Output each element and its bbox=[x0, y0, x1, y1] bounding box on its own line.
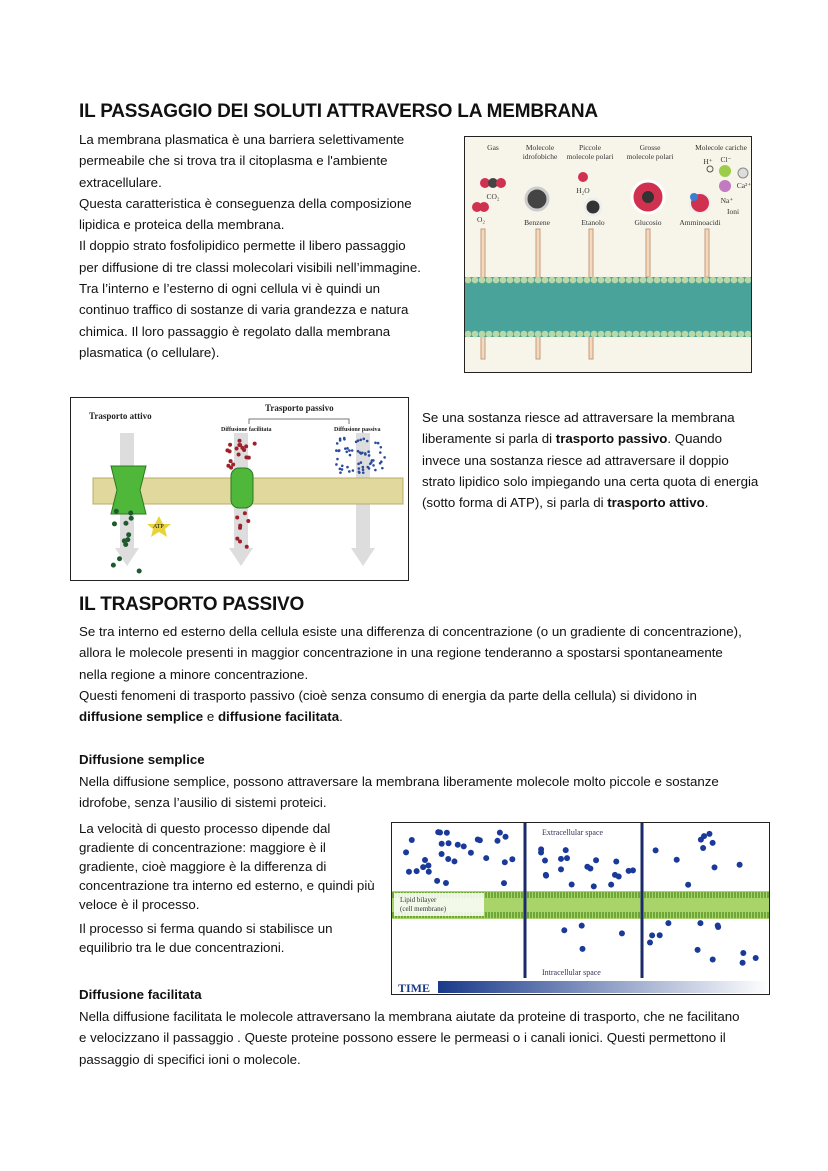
lipid-head bbox=[710, 331, 717, 338]
molecule bbox=[420, 864, 426, 870]
molecule bbox=[630, 867, 636, 873]
molecule-dot bbox=[336, 442, 339, 445]
molecule-dot bbox=[128, 510, 133, 515]
svg-text:Glucosio: Glucosio bbox=[634, 218, 662, 227]
molecule bbox=[502, 859, 508, 865]
molecule bbox=[558, 856, 564, 862]
molecule-dot bbox=[362, 466, 365, 469]
lipid-head bbox=[626, 331, 633, 338]
molecule-dot bbox=[246, 519, 250, 523]
molecule bbox=[444, 830, 450, 836]
svg-text:Ioni: Ioni bbox=[726, 207, 740, 216]
molecule bbox=[584, 864, 590, 870]
molecule bbox=[740, 950, 746, 956]
lipid-head bbox=[549, 331, 556, 338]
molecule-dot bbox=[377, 442, 380, 445]
molecule-dot bbox=[344, 447, 347, 450]
molecule-dot bbox=[379, 462, 382, 465]
lipid-head bbox=[717, 277, 724, 284]
molecule-dot bbox=[126, 532, 131, 537]
molecule-dot bbox=[125, 537, 130, 542]
lipid-head bbox=[605, 331, 612, 338]
molecule bbox=[710, 840, 716, 846]
molecule bbox=[579, 946, 585, 952]
lipid-head bbox=[724, 331, 731, 338]
lipid-head bbox=[577, 331, 584, 338]
molecule-dot bbox=[362, 471, 365, 474]
lipid-head bbox=[675, 331, 682, 338]
svg-text:Amminoacidi: Amminoacidi bbox=[679, 218, 721, 227]
svg-text:CO₂: CO₂ bbox=[486, 192, 500, 201]
molecule bbox=[437, 830, 443, 836]
svg-text:molecole polari: molecole polari bbox=[626, 152, 674, 161]
lipid-head bbox=[731, 277, 738, 284]
svg-text:Trasporto passivo: Trasporto passivo bbox=[265, 403, 334, 413]
molecule bbox=[455, 842, 461, 848]
molecule-dot bbox=[339, 471, 342, 474]
svg-text:Etanolo: Etanolo bbox=[581, 218, 605, 227]
molecule bbox=[591, 883, 597, 889]
molecule bbox=[564, 855, 570, 861]
molecule bbox=[616, 873, 622, 879]
svg-text:molecole polari: molecole polari bbox=[566, 152, 614, 161]
lipid-head bbox=[514, 331, 521, 338]
intro-line: per diffusione di tre classi molecolari visibili nell’immagine. bbox=[79, 259, 421, 275]
svg-text:Diffusione facilitata: Diffusione facilitata bbox=[221, 427, 272, 433]
molecule bbox=[685, 882, 691, 888]
lipid-head bbox=[465, 277, 471, 284]
lipid-head bbox=[745, 331, 751, 338]
molecule bbox=[414, 868, 420, 874]
molecule-dot bbox=[111, 563, 116, 568]
lipid-head bbox=[682, 277, 689, 284]
molecule-dot bbox=[367, 450, 370, 453]
molecule-dot bbox=[358, 467, 361, 470]
lipid-head bbox=[556, 331, 563, 338]
lipid-head bbox=[577, 277, 584, 284]
molecule-dot bbox=[238, 439, 242, 443]
molecule-dot bbox=[346, 466, 349, 469]
molecule bbox=[406, 869, 412, 875]
lipid-head bbox=[661, 331, 668, 338]
lipid-head bbox=[542, 277, 549, 284]
molecule-dot bbox=[349, 454, 352, 457]
subheading: Diffusione facilitata bbox=[79, 987, 202, 1002]
intro-paragraph bbox=[79, 129, 459, 363]
molecule bbox=[608, 882, 614, 888]
section-title: IL PASSAGGIO DEI SOLUTI ATTRAVERSO LA MEMBRANA bbox=[79, 101, 598, 122]
molecule-dot bbox=[372, 464, 375, 467]
molecule-dot bbox=[343, 437, 346, 440]
paragraph: Il processo si ferma quando si stabilisce un equilibrio tra le due concentrazioni. bbox=[79, 921, 333, 955]
molecule-dot bbox=[244, 455, 248, 459]
molecule-dot bbox=[244, 444, 248, 448]
lipid-head bbox=[479, 331, 486, 338]
molecule-dot bbox=[362, 468, 365, 471]
lipid-head bbox=[563, 277, 570, 284]
molecule bbox=[674, 857, 680, 863]
lipid-head bbox=[640, 331, 647, 338]
intro-line: lipidica e proteica della membrana. bbox=[79, 217, 285, 233]
lipid-head bbox=[710, 277, 717, 284]
molecule-dot bbox=[225, 448, 229, 452]
molecule-dot bbox=[228, 443, 232, 447]
molecule-dot bbox=[357, 463, 360, 466]
molecule-dot bbox=[381, 467, 384, 470]
svg-text:O₂: O₂ bbox=[476, 215, 486, 224]
molecule-dot bbox=[226, 464, 230, 468]
lipid-head bbox=[661, 277, 668, 284]
transport-types-figure bbox=[70, 397, 409, 581]
intro-line: Il doppio strato fosfolipidico permette il libero passaggio bbox=[79, 238, 406, 254]
molecule bbox=[665, 920, 671, 926]
intro-line: continuo traffico di sostanze di varia grandezza e natura bbox=[79, 302, 409, 318]
molecule bbox=[740, 960, 746, 966]
molecule bbox=[451, 858, 457, 864]
molecule bbox=[461, 843, 467, 849]
lipid-head bbox=[647, 277, 654, 284]
molecule bbox=[538, 846, 544, 852]
molecule bbox=[712, 864, 718, 870]
molecule-dot bbox=[346, 447, 349, 450]
molecule bbox=[494, 838, 500, 844]
molecule bbox=[613, 859, 619, 865]
molecule-dot bbox=[348, 470, 351, 473]
molecule-dot bbox=[357, 439, 360, 442]
lipid-head bbox=[668, 331, 675, 338]
molecule bbox=[497, 830, 503, 836]
lipid-head bbox=[682, 331, 689, 338]
svg-text:Extracellular space: Extracellular space bbox=[542, 828, 604, 837]
svg-text:TIME: TIME bbox=[398, 981, 431, 994]
svg-text:Benzene: Benzene bbox=[524, 218, 550, 227]
molecule-dot bbox=[360, 461, 363, 464]
svg-text:Lipid bilayer: Lipid bilayer bbox=[400, 896, 437, 904]
lipid-head bbox=[549, 277, 556, 284]
molecule bbox=[483, 855, 489, 861]
lipid-head bbox=[563, 331, 570, 338]
molecule bbox=[697, 920, 703, 926]
col-label: Molecole bbox=[525, 143, 555, 152]
molecule-dot bbox=[362, 438, 365, 441]
molecule bbox=[737, 862, 743, 868]
svg-text:H₂O: H₂O bbox=[576, 186, 590, 195]
molecule-dot bbox=[357, 450, 360, 453]
molecule-dot bbox=[137, 569, 142, 574]
lipid-head bbox=[556, 277, 563, 284]
lipid-head bbox=[738, 331, 745, 338]
lipid-head bbox=[605, 277, 612, 284]
svg-text:Piccole: Piccole bbox=[578, 143, 602, 152]
lipid-head bbox=[528, 331, 535, 338]
molecule bbox=[543, 872, 549, 878]
intro-line: extracellulare. bbox=[79, 174, 162, 190]
lipid-head bbox=[479, 277, 486, 284]
molecule bbox=[501, 880, 507, 886]
molecule-dot bbox=[229, 459, 233, 463]
molecule bbox=[425, 863, 431, 869]
molecule bbox=[443, 880, 449, 886]
lipid-head bbox=[619, 331, 626, 338]
molecule bbox=[445, 856, 451, 862]
lipid-head bbox=[633, 331, 640, 338]
molecule-dot bbox=[335, 463, 338, 466]
molecule-dot bbox=[339, 439, 342, 442]
lipid-head bbox=[591, 331, 598, 338]
molecule bbox=[434, 878, 440, 884]
intro-line: permeabile che si trova tra il citoplasma e l'ambiente bbox=[79, 153, 388, 169]
lipid-head bbox=[626, 277, 633, 284]
lipid-head bbox=[668, 277, 675, 284]
lipid-head bbox=[731, 331, 738, 338]
lipid-head bbox=[465, 331, 471, 338]
molecule bbox=[439, 851, 445, 857]
lipid-head bbox=[696, 331, 703, 338]
section-title: IL TRASPORTO PASSIVO bbox=[79, 594, 305, 615]
molecule-dot bbox=[117, 556, 122, 561]
membrane-permeability-figure bbox=[464, 136, 752, 373]
molecule bbox=[653, 847, 659, 853]
molecule-dot bbox=[253, 442, 257, 446]
svg-text:Cl⁻: Cl⁻ bbox=[720, 155, 732, 164]
lipid-head bbox=[500, 331, 507, 338]
molecule-dot bbox=[112, 521, 117, 526]
molecule-dot bbox=[238, 443, 242, 447]
lipid-head bbox=[703, 277, 710, 284]
lipid-head bbox=[647, 331, 654, 338]
paragraph: Nella diffusione semplice, possono attraversare la membrana liberamente molecole molto piccole e sostanze idrofobe, senza l’ausilio di sistemi proteici. bbox=[79, 774, 719, 811]
svg-text:idrofobiche: idrofobiche bbox=[522, 152, 558, 161]
molecule-dot bbox=[345, 450, 348, 453]
svg-text:Grosse: Grosse bbox=[639, 143, 661, 152]
molecule bbox=[558, 866, 564, 872]
lipid-head bbox=[570, 277, 577, 284]
molecule bbox=[649, 932, 655, 938]
lipid-head bbox=[514, 277, 521, 284]
lipid-head bbox=[703, 331, 710, 338]
molecule bbox=[403, 849, 409, 855]
lipid-head bbox=[521, 331, 528, 338]
molecule bbox=[579, 923, 585, 929]
molecule-dot bbox=[245, 545, 249, 549]
molecule bbox=[695, 947, 701, 953]
molecule bbox=[422, 857, 428, 863]
svg-text:Ca²⁺: Ca²⁺ bbox=[736, 181, 751, 190]
subheading: Diffusione semplice bbox=[79, 752, 205, 767]
lipid-head bbox=[689, 331, 696, 338]
molecule-dot bbox=[348, 449, 351, 452]
svg-text:H⁺: H⁺ bbox=[703, 157, 713, 166]
molecule-dot bbox=[231, 463, 235, 467]
lipid-head bbox=[598, 277, 605, 284]
molecule bbox=[647, 939, 653, 945]
lipid-head bbox=[570, 331, 577, 338]
paragraph: La velocità di questo processo dipende dal gradiente di concentrazione: maggiore è il gradiente, cioè maggiore è la differenza di concentrazione tra interno ed esterno, e quindi più veloce è il processo. bbox=[79, 821, 375, 912]
lipid-head bbox=[535, 331, 542, 338]
molecule-dot bbox=[237, 453, 241, 457]
lipid-head bbox=[717, 331, 724, 338]
transport-explanation: Se una sostanza riesce ad attraversare la membrana liberamente si parla di trasporto passivo. Quando invece una sostanza riesce ad attraversare il doppio strato lipidico solo impiegando una certa quota di energia (sotto forma di ATP), si parla di trasporto attivo. bbox=[422, 410, 759, 511]
molecule bbox=[657, 932, 663, 938]
molecule bbox=[700, 845, 706, 851]
lipid-head bbox=[745, 277, 751, 284]
molecule-dot bbox=[341, 468, 344, 471]
svg-text:Intracellular space: Intracellular space bbox=[542, 968, 601, 977]
paragraph: Nella diffusione facilitata le molecole attraversano la membrana aiutate da proteine di trasporto, che ne facilitano e velocizzano il passaggio . Queste proteine possono essere le permeasi o i canali ionici. Questi permettono il passaggio di specifici ioni o molecole. bbox=[79, 1009, 740, 1067]
intro-line: Questa caratteristica è conseguenza della composizione bbox=[79, 195, 412, 211]
lipid-head bbox=[486, 277, 493, 284]
paragraph: Questi fenomeni di trasporto passivo (cioè senza consumo di energia da parte della cellula) si dividono in diffusione semplice e diffusione facilitata. bbox=[79, 688, 697, 725]
col-label: Gas bbox=[487, 143, 499, 152]
lipid-head bbox=[493, 277, 500, 284]
intro-line: plasmatica (o cellulare). bbox=[79, 344, 220, 360]
simple-diffusion-figure bbox=[391, 822, 770, 995]
lipid-head bbox=[584, 331, 591, 338]
lipid-head bbox=[654, 331, 661, 338]
lipid-head bbox=[486, 331, 493, 338]
intro-line: chimica. Il loro passaggio è regolato dalla membrana bbox=[79, 323, 391, 339]
molecule-dot bbox=[129, 516, 134, 521]
lipid-head bbox=[598, 331, 605, 338]
lipid-head bbox=[675, 277, 682, 284]
lipid-head bbox=[724, 277, 731, 284]
paragraph: Se tra interno ed esterno della cellula esiste una differenza di concentrazione (o un gradiente di concentrazione), allora le molecole presenti in maggior concentrazione in una regione tenderanno a spostarsi spontaneamente nella regione a minore concentrazione. bbox=[79, 624, 742, 682]
lipid-head bbox=[521, 277, 528, 284]
lipid-head bbox=[591, 277, 598, 284]
molecule-dot bbox=[114, 509, 119, 514]
svg-text:Molecole cariche: Molecole cariche bbox=[695, 143, 747, 152]
molecule bbox=[468, 850, 474, 856]
molecule bbox=[509, 856, 515, 862]
lipid-head bbox=[640, 277, 647, 284]
lipid-head bbox=[738, 277, 745, 284]
lipid-head bbox=[689, 277, 696, 284]
molecule-dot bbox=[374, 469, 377, 472]
molecule bbox=[619, 930, 625, 936]
lipid-head bbox=[535, 277, 542, 284]
molecule-dot bbox=[379, 451, 382, 454]
svg-text:(cell membrane): (cell membrane) bbox=[400, 905, 447, 913]
lipid-head bbox=[619, 277, 626, 284]
molecule bbox=[753, 955, 759, 961]
lipid-head bbox=[472, 277, 479, 284]
lipid-head bbox=[528, 277, 535, 284]
lipid-head bbox=[507, 331, 514, 338]
molecule-dot bbox=[351, 449, 354, 452]
molecule-dot bbox=[374, 441, 377, 444]
molecule-dot bbox=[238, 524, 242, 528]
svg-text:Diffusione passiva: Diffusione passiva bbox=[334, 427, 381, 433]
molecule-dot bbox=[366, 466, 369, 469]
molecule-dot bbox=[366, 440, 369, 443]
intro-line: Tra l’interno e l’esterno di ogni cellula vi è quindi un bbox=[79, 281, 381, 297]
molecule-dot bbox=[383, 456, 386, 459]
svg-text:Trasporto attivo: Trasporto attivo bbox=[89, 411, 152, 421]
molecule-dot bbox=[337, 450, 340, 453]
molecule-dot bbox=[336, 458, 339, 461]
lipid-head bbox=[584, 277, 591, 284]
molecule-dot bbox=[359, 439, 362, 442]
molecule bbox=[426, 869, 432, 875]
lipid-head bbox=[472, 331, 479, 338]
lipid-head bbox=[507, 277, 514, 284]
molecule bbox=[706, 831, 712, 837]
molecule-dot bbox=[364, 453, 367, 456]
molecule bbox=[542, 858, 548, 864]
molecule-dot bbox=[243, 511, 247, 515]
svg-text:ATP: ATP bbox=[153, 524, 164, 530]
lipid-head bbox=[696, 277, 703, 284]
molecule-dot bbox=[368, 454, 371, 457]
molecule bbox=[593, 857, 599, 863]
molecule-dot bbox=[358, 471, 361, 474]
lipid-head bbox=[633, 277, 640, 284]
molecule bbox=[503, 834, 509, 840]
molecule bbox=[701, 833, 707, 839]
molecule-dot bbox=[341, 464, 344, 467]
molecule bbox=[439, 841, 445, 847]
molecule-dot bbox=[335, 449, 338, 452]
molecule-dot bbox=[360, 452, 363, 455]
molecule bbox=[710, 957, 716, 963]
molecule bbox=[409, 837, 415, 843]
intro-line: La membrana plasmatica è una barriera selettivamente bbox=[79, 132, 405, 147]
molecule-dot bbox=[242, 448, 246, 452]
molecule-dot bbox=[352, 469, 355, 472]
molecule bbox=[561, 927, 567, 933]
lipid-head bbox=[612, 331, 619, 338]
molecule-dot bbox=[371, 459, 374, 462]
molecule bbox=[563, 847, 569, 853]
molecule bbox=[569, 882, 575, 888]
lipid-head bbox=[654, 277, 661, 284]
molecule-dot bbox=[235, 537, 239, 541]
molecule-dot bbox=[123, 521, 128, 526]
molecule-dot bbox=[380, 446, 383, 449]
lipid-head bbox=[493, 331, 500, 338]
lipid-head bbox=[612, 277, 619, 284]
lipid-head bbox=[500, 277, 507, 284]
molecule-dot bbox=[235, 515, 239, 519]
svg-text:Na⁺: Na⁺ bbox=[720, 196, 734, 205]
molecule bbox=[715, 923, 721, 929]
molecule bbox=[477, 837, 483, 843]
lipid-head bbox=[542, 331, 549, 338]
molecule bbox=[446, 840, 452, 846]
molecule-dot bbox=[235, 447, 239, 451]
